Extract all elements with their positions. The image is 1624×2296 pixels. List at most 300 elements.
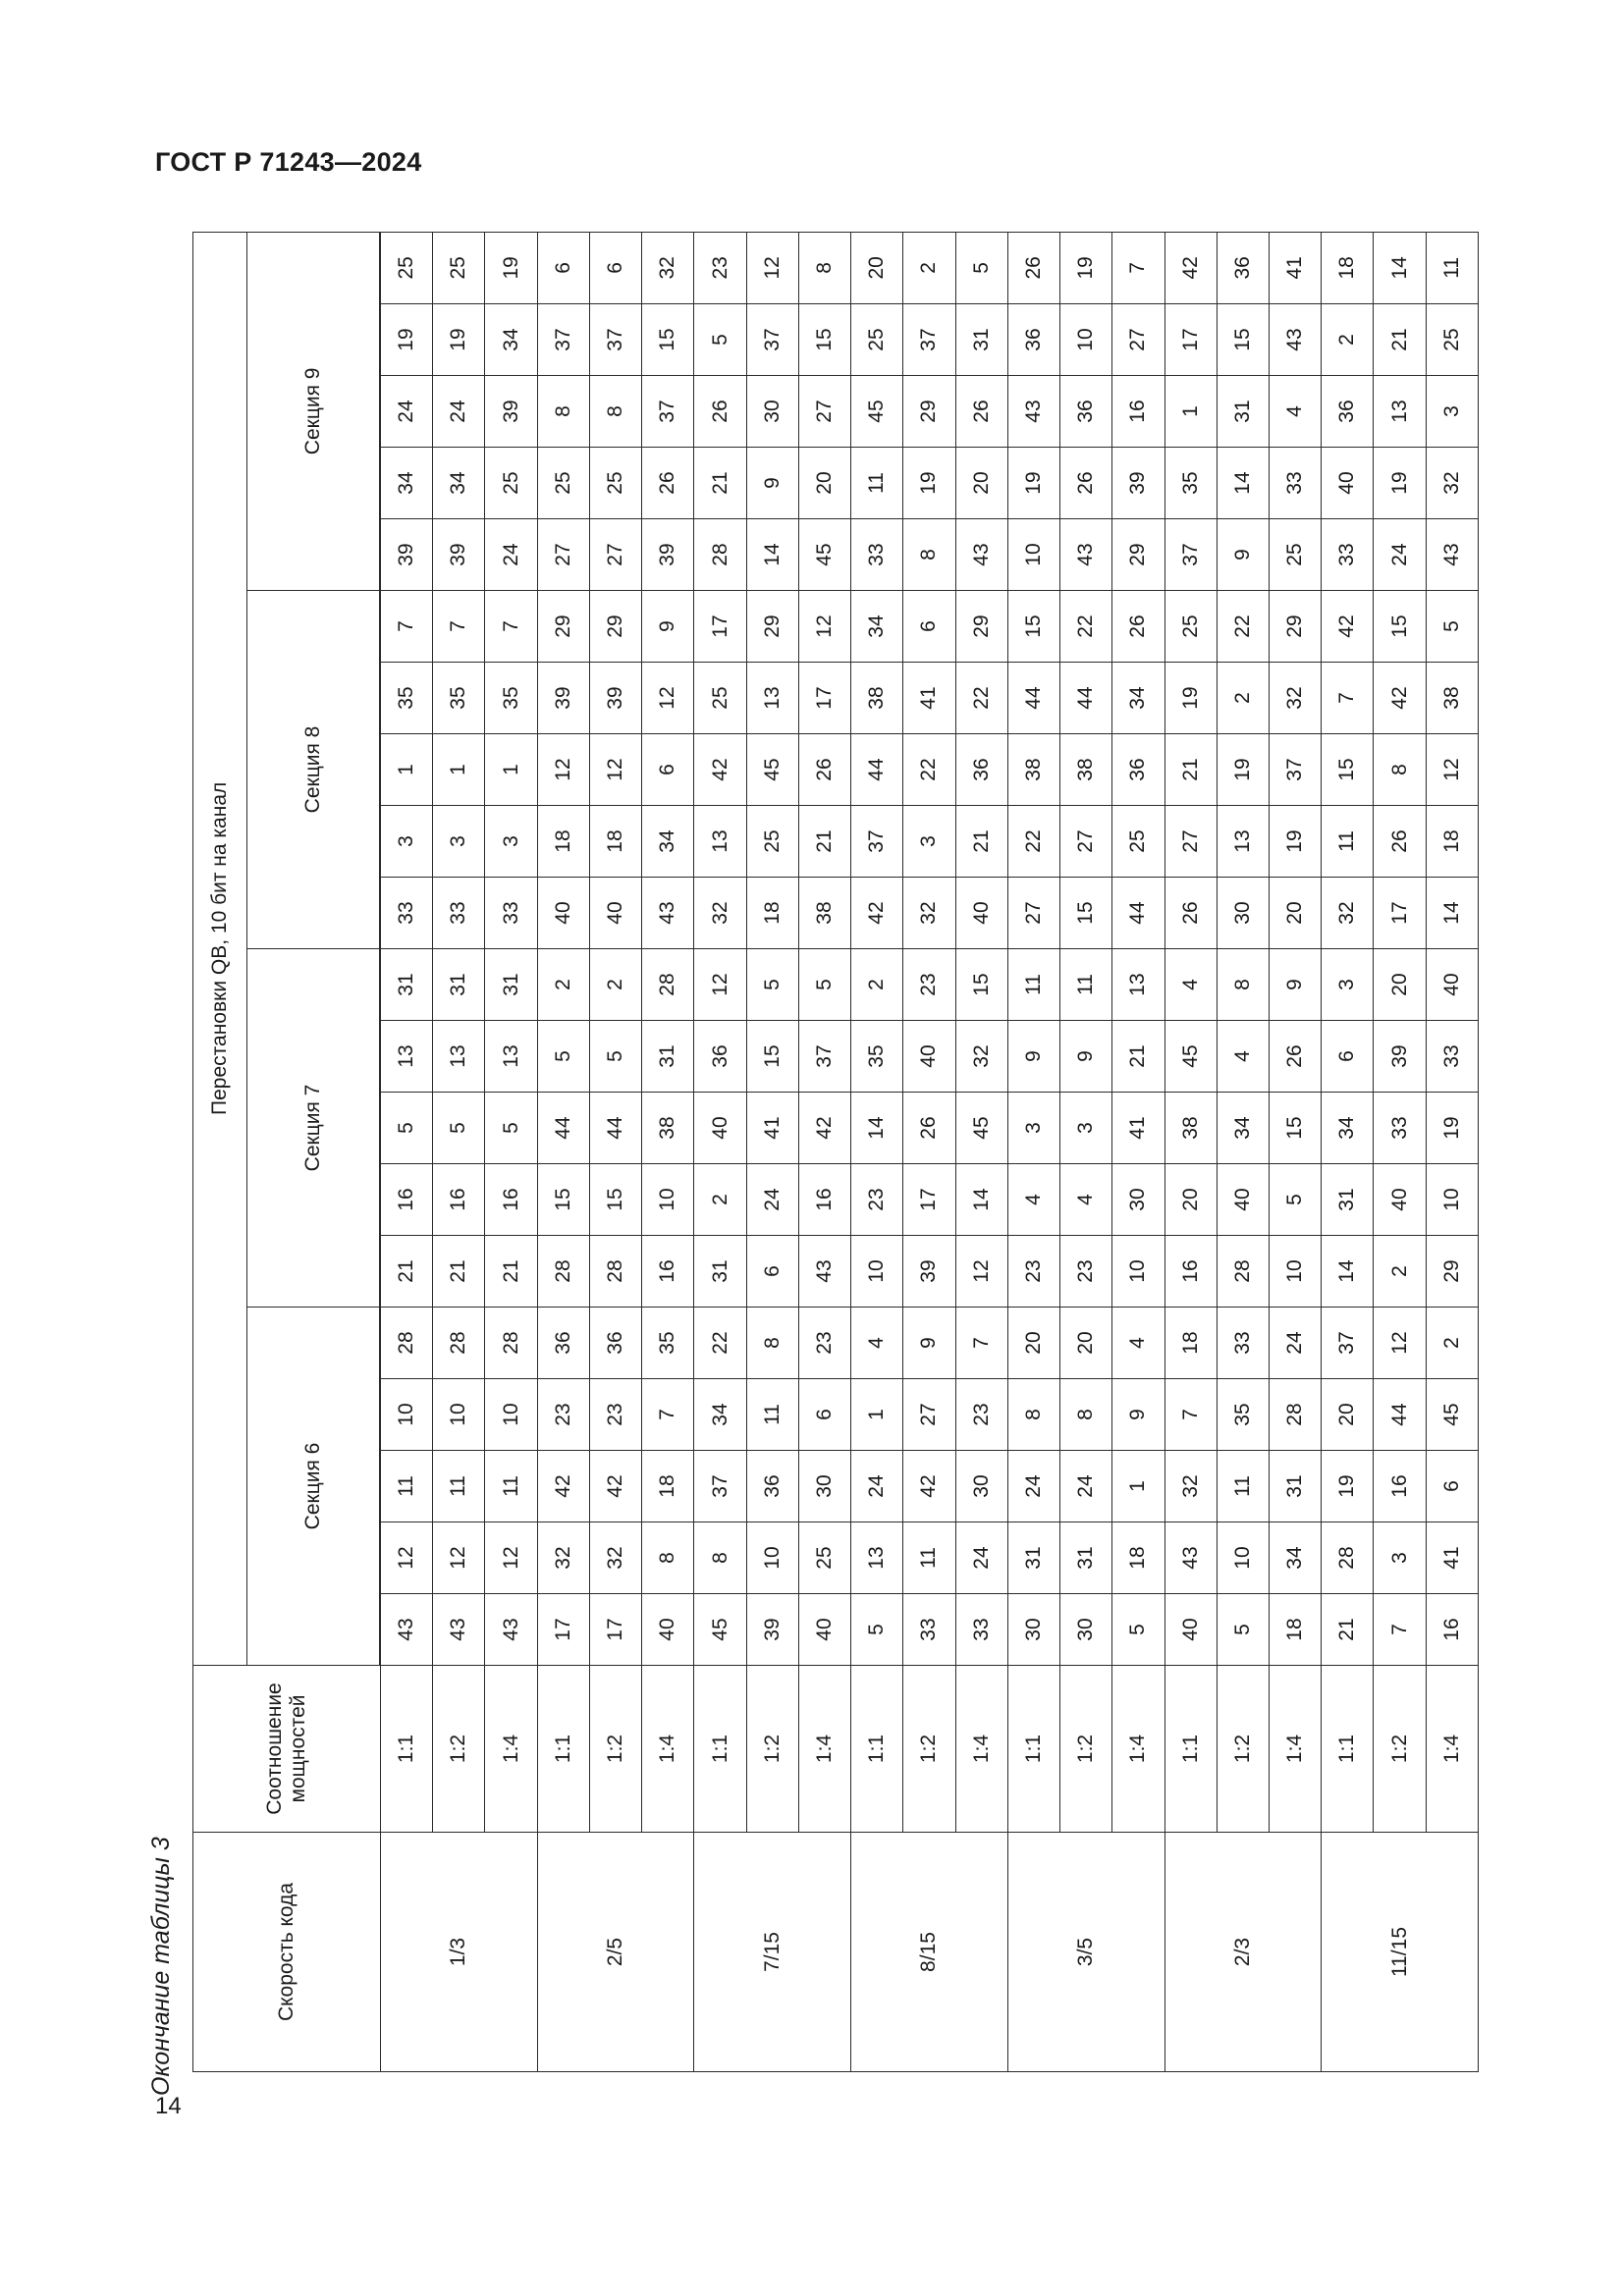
permutation-value-cell: 15 bbox=[798, 304, 850, 376]
permutation-value-cell: 28 bbox=[589, 1236, 641, 1308]
permutation-value-cell: 44 bbox=[1060, 663, 1112, 734]
table-row bbox=[746, 232, 798, 2071]
permutation-value-cell: 9 bbox=[1007, 1021, 1059, 1093]
permutation-value-cell: 20 bbox=[1269, 878, 1321, 949]
table-row bbox=[694, 232, 746, 2071]
permutation-value-cell: 33 bbox=[1322, 519, 1374, 591]
permutation-value-cell: 16 bbox=[642, 1236, 694, 1308]
permutation-value-cell: 19 bbox=[1426, 1093, 1478, 1164]
permutation-value-cell: 23 bbox=[1060, 1236, 1112, 1308]
permutation-value-cell: 43 bbox=[485, 1594, 537, 1666]
permutation-value-cell: 43 bbox=[381, 1594, 433, 1666]
permutation-value-cell: 34 bbox=[694, 1379, 746, 1451]
permutation-value-cell: 34 bbox=[1269, 1522, 1321, 1594]
table-row bbox=[1269, 232, 1321, 2071]
power-ratio-cell: 1:2 bbox=[433, 1666, 485, 1833]
permutation-value-cell: 38 bbox=[642, 1093, 694, 1164]
permutation-value-cell: 31 bbox=[1007, 1522, 1059, 1594]
permutation-value-cell: 3 bbox=[485, 806, 537, 878]
permutation-value-cell: 5 bbox=[589, 1021, 641, 1093]
permutation-value-cell: 15 bbox=[746, 1021, 798, 1093]
permutation-value-cell: 35 bbox=[381, 663, 433, 734]
permutation-value-cell: 3 bbox=[1007, 1093, 1059, 1164]
permutation-value-cell: 5 bbox=[746, 949, 798, 1021]
permutation-value-cell: 22 bbox=[694, 1308, 746, 1379]
permutation-value-cell: 25 bbox=[537, 448, 589, 519]
permutation-value-cell: 6 bbox=[903, 591, 955, 663]
permutation-value-cell: 17 bbox=[589, 1594, 641, 1666]
permutation-value-cell: 5 bbox=[1112, 1594, 1164, 1666]
permutation-value-cell: 25 bbox=[1164, 591, 1217, 663]
permutation-value-cell: 16 bbox=[1112, 376, 1164, 448]
power-ratio-cell: 1:1 bbox=[537, 1666, 589, 1833]
permutation-value-cell: 22 bbox=[1060, 591, 1112, 663]
permutation-value-cell: 27 bbox=[1112, 304, 1164, 376]
permutation-value-cell: 2 bbox=[589, 949, 641, 1021]
permutation-value-cell: 11 bbox=[433, 1451, 485, 1522]
power-ratio-cell: 1:4 bbox=[642, 1666, 694, 1833]
permutation-value-cell: 15 bbox=[642, 304, 694, 376]
permutation-value-cell: 31 bbox=[955, 304, 1007, 376]
permutation-value-cell: 43 bbox=[1164, 1522, 1217, 1594]
power-ratio-cell: 1:4 bbox=[1269, 1666, 1321, 1833]
permutation-value-cell: 45 bbox=[851, 376, 903, 448]
permutation-value-cell: 42 bbox=[903, 1451, 955, 1522]
permutation-value-cell: 44 bbox=[537, 1093, 589, 1164]
permutation-value-cell: 10 bbox=[1269, 1236, 1321, 1308]
table-row bbox=[485, 232, 537, 2071]
permutation-value-cell: 20 bbox=[1322, 1379, 1374, 1451]
permutation-value-cell: 23 bbox=[589, 1379, 641, 1451]
permutation-value-cell: 42 bbox=[589, 1451, 641, 1522]
permutation-value-cell: 37 bbox=[1322, 1308, 1374, 1379]
permutation-value-cell: 8 bbox=[537, 376, 589, 448]
permutation-value-cell: 44 bbox=[589, 1093, 641, 1164]
permutation-value-cell: 40 bbox=[1217, 1164, 1269, 1236]
permutation-value-cell: 35 bbox=[433, 663, 485, 734]
permutation-value-cell: 19 bbox=[1217, 734, 1269, 806]
permutation-value-cell: 36 bbox=[589, 1308, 641, 1379]
permutation-value-cell: 42 bbox=[1164, 232, 1217, 303]
permutation-value-cell: 20 bbox=[798, 448, 850, 519]
permutation-value-cell: 8 bbox=[798, 232, 850, 303]
permutation-value-cell: 40 bbox=[1322, 448, 1374, 519]
permutation-value-cell: 2 bbox=[1217, 663, 1269, 734]
permutation-value-cell: 27 bbox=[537, 519, 589, 591]
permutation-value-cell: 23 bbox=[798, 1308, 850, 1379]
permutation-value-cell: 5 bbox=[694, 304, 746, 376]
permutation-value-cell: 8 bbox=[1374, 734, 1426, 806]
header-section-7: Секция 7 bbox=[247, 949, 380, 1308]
permutation-value-cell: 5 bbox=[433, 1093, 485, 1164]
permutation-value-cell: 15 bbox=[1269, 1093, 1321, 1164]
permutation-value-cell: 39 bbox=[903, 1236, 955, 1308]
permutation-value-cell: 11 bbox=[746, 1379, 798, 1451]
document-header: ГОСТ Р 71243—2024 bbox=[155, 147, 422, 177]
permutation-value-cell: 25 bbox=[433, 232, 485, 303]
permutation-value-cell: 37 bbox=[1164, 519, 1217, 591]
permutation-value-cell: 20 bbox=[1374, 949, 1426, 1021]
permutation-value-cell: 10 bbox=[1060, 304, 1112, 376]
permutation-value-cell: 36 bbox=[1007, 304, 1059, 376]
table-body bbox=[381, 232, 1479, 2071]
permutation-value-cell: 26 bbox=[955, 376, 1007, 448]
permutation-value-cell: 36 bbox=[694, 1021, 746, 1093]
permutation-value-cell: 4 bbox=[1060, 1164, 1112, 1236]
permutation-value-cell: 17 bbox=[1164, 304, 1217, 376]
permutation-value-cell: 38 bbox=[1007, 734, 1059, 806]
permutation-value-cell: 37 bbox=[537, 304, 589, 376]
permutation-value-cell: 7 bbox=[955, 1308, 1007, 1379]
permutation-value-cell: 3 bbox=[1374, 1522, 1426, 1594]
table-row bbox=[1164, 232, 1217, 2071]
permutation-value-cell: 13 bbox=[1217, 806, 1269, 878]
permutation-value-cell: 12 bbox=[537, 734, 589, 806]
permutation-value-cell: 18 bbox=[1164, 1308, 1217, 1379]
permutation-value-cell: 40 bbox=[903, 1021, 955, 1093]
permutation-value-cell: 30 bbox=[1060, 1594, 1112, 1666]
table-row bbox=[1426, 232, 1478, 2071]
code-rate-cell: 2/3 bbox=[1164, 1833, 1322, 2072]
permutation-value-cell: 43 bbox=[1269, 304, 1321, 376]
permutation-value-cell: 5 bbox=[537, 1021, 589, 1093]
permutation-value-cell: 44 bbox=[851, 734, 903, 806]
permutation-value-cell: 16 bbox=[798, 1164, 850, 1236]
permutation-value-cell: 11 bbox=[485, 1451, 537, 1522]
permutation-value-cell: 11 bbox=[1322, 806, 1374, 878]
permutation-value-cell: 29 bbox=[903, 376, 955, 448]
permutation-value-cell: 25 bbox=[851, 304, 903, 376]
permutation-value-cell: 2 bbox=[1426, 1308, 1478, 1379]
permutation-value-cell: 3 bbox=[1060, 1093, 1112, 1164]
header-section-8: Секция 8 bbox=[247, 591, 380, 949]
permutation-value-cell: 43 bbox=[433, 1594, 485, 1666]
permutation-value-cell: 15 bbox=[955, 949, 1007, 1021]
permutation-value-cell: 33 bbox=[485, 878, 537, 949]
permutation-value-cell: 28 bbox=[1322, 1522, 1374, 1594]
permutation-value-cell: 13 bbox=[485, 1021, 537, 1093]
permutation-value-cell: 17 bbox=[798, 663, 850, 734]
permutation-value-cell: 45 bbox=[746, 734, 798, 806]
permutation-value-cell: 17 bbox=[694, 591, 746, 663]
permutation-value-cell: 12 bbox=[955, 1236, 1007, 1308]
permutation-value-cell: 7 bbox=[1374, 1594, 1426, 1666]
permutation-value-cell: 11 bbox=[851, 448, 903, 519]
permutation-value-cell: 32 bbox=[1269, 663, 1321, 734]
permutation-value-cell: 14 bbox=[1322, 1236, 1374, 1308]
table-row bbox=[851, 232, 903, 2071]
permutation-value-cell: 29 bbox=[955, 591, 1007, 663]
permutation-value-cell: 36 bbox=[955, 734, 1007, 806]
permutation-value-cell: 19 bbox=[1164, 663, 1217, 734]
permutation-value-cell: 13 bbox=[381, 1021, 433, 1093]
permutation-value-cell: 2 bbox=[1322, 304, 1374, 376]
table-row bbox=[589, 232, 641, 2071]
permutation-value-cell: 20 bbox=[851, 232, 903, 303]
permutation-value-cell: 12 bbox=[589, 734, 641, 806]
permutation-value-cell: 16 bbox=[1164, 1236, 1217, 1308]
permutation-value-cell: 28 bbox=[433, 1308, 485, 1379]
table-row bbox=[1374, 232, 1426, 2071]
permutation-value-cell: 34 bbox=[1322, 1093, 1374, 1164]
permutation-value-cell: 44 bbox=[1007, 663, 1059, 734]
power-ratio-cell: 1:1 bbox=[694, 1666, 746, 1833]
permutation-value-cell: 20 bbox=[955, 448, 1007, 519]
permutation-value-cell: 5 bbox=[485, 1093, 537, 1164]
permutation-value-cell: 16 bbox=[433, 1164, 485, 1236]
permutation-value-cell: 10 bbox=[746, 1522, 798, 1594]
permutation-value-cell: 42 bbox=[694, 734, 746, 806]
permutation-value-cell: 19 bbox=[1374, 448, 1426, 519]
table-row bbox=[798, 232, 850, 2071]
permutation-value-cell: 32 bbox=[1426, 448, 1478, 519]
permutation-value-cell: 6 bbox=[589, 232, 641, 303]
table-row bbox=[642, 232, 694, 2071]
permutation-value-cell: 21 bbox=[485, 1236, 537, 1308]
permutation-value-cell: 40 bbox=[1164, 1594, 1217, 1666]
permutation-value-cell: 45 bbox=[1426, 1379, 1478, 1451]
permutation-value-cell: 14 bbox=[1426, 878, 1478, 949]
permutation-table bbox=[192, 232, 1479, 2072]
permutation-value-cell: 5 bbox=[1426, 591, 1478, 663]
permutation-value-cell: 27 bbox=[1060, 806, 1112, 878]
header-section-6: Секция 6 bbox=[247, 1308, 380, 1666]
permutation-value-cell: 17 bbox=[1374, 878, 1426, 949]
permutation-value-cell: 29 bbox=[1112, 519, 1164, 591]
permutation-value-cell: 31 bbox=[1217, 376, 1269, 448]
permutation-value-cell: 26 bbox=[903, 1093, 955, 1164]
permutation-value-cell: 16 bbox=[1374, 1451, 1426, 1522]
permutation-value-cell: 40 bbox=[1374, 1164, 1426, 1236]
permutation-value-cell: 9 bbox=[746, 448, 798, 519]
permutation-value-cell: 10 bbox=[642, 1164, 694, 1236]
permutation-value-cell: 14 bbox=[1217, 448, 1269, 519]
table-row bbox=[537, 232, 589, 2071]
permutation-value-cell: 36 bbox=[1217, 232, 1269, 303]
permutation-value-cell: 35 bbox=[485, 663, 537, 734]
permutation-value-cell: 20 bbox=[1060, 1308, 1112, 1379]
code-rate-cell: 8/15 bbox=[851, 1833, 1008, 2072]
permutation-value-cell: 6 bbox=[1426, 1451, 1478, 1522]
permutation-value-cell: 7 bbox=[1164, 1379, 1217, 1451]
permutation-value-cell: 1 bbox=[485, 734, 537, 806]
permutation-value-cell: 17 bbox=[537, 1594, 589, 1666]
permutation-value-cell: 34 bbox=[485, 304, 537, 376]
permutation-value-cell: 40 bbox=[589, 878, 641, 949]
code-rate-cell: 11/15 bbox=[1322, 1833, 1479, 2072]
permutation-value-cell: 42 bbox=[798, 1093, 850, 1164]
permutation-value-cell: 24 bbox=[1060, 1451, 1112, 1522]
permutation-value-cell: 43 bbox=[955, 519, 1007, 591]
power-ratio-cell: 1:4 bbox=[1426, 1666, 1478, 1833]
permutation-value-cell: 21 bbox=[381, 1236, 433, 1308]
permutation-value-cell: 37 bbox=[642, 376, 694, 448]
permutation-value-cell: 25 bbox=[1426, 304, 1478, 376]
permutation-value-cell: 16 bbox=[485, 1164, 537, 1236]
permutation-value-cell: 28 bbox=[537, 1236, 589, 1308]
permutation-value-cell: 18 bbox=[642, 1451, 694, 1522]
permutation-value-cell: 29 bbox=[1426, 1236, 1478, 1308]
permutation-value-cell: 9 bbox=[903, 1308, 955, 1379]
permutation-value-cell: 15 bbox=[1322, 734, 1374, 806]
permutation-value-cell: 38 bbox=[1164, 1093, 1217, 1164]
permutation-value-cell: 26 bbox=[642, 448, 694, 519]
power-ratio-cell: 1:2 bbox=[1060, 1666, 1112, 1833]
table-caption bbox=[147, 1837, 176, 2096]
permutation-value-cell: 15 bbox=[589, 1164, 641, 1236]
permutation-value-cell: 14 bbox=[746, 519, 798, 591]
permutation-value-cell: 21 bbox=[1374, 304, 1426, 376]
permutation-value-cell: 14 bbox=[851, 1093, 903, 1164]
permutation-value-cell: 21 bbox=[694, 448, 746, 519]
permutation-value-cell: 23 bbox=[903, 949, 955, 1021]
permutation-value-cell: 33 bbox=[851, 519, 903, 591]
permutation-value-cell: 31 bbox=[1060, 1522, 1112, 1594]
power-ratio-cell: 1:1 bbox=[1164, 1666, 1217, 1833]
permutation-value-cell: 1 bbox=[433, 734, 485, 806]
permutation-value-cell: 24 bbox=[1374, 519, 1426, 591]
permutation-value-cell: 32 bbox=[1322, 878, 1374, 949]
permutation-value-cell: 12 bbox=[694, 949, 746, 1021]
permutation-value-cell: 29 bbox=[589, 591, 641, 663]
permutation-value-cell: 37 bbox=[798, 1021, 850, 1093]
permutation-value-cell: 45 bbox=[955, 1093, 1007, 1164]
permutation-value-cell: 23 bbox=[955, 1379, 1007, 1451]
permutation-value-cell: 26 bbox=[1060, 448, 1112, 519]
header-permutations: Перестановки QB, 10 бит на канал bbox=[193, 232, 247, 1665]
permutation-value-cell: 13 bbox=[694, 806, 746, 878]
permutation-value-cell: 8 bbox=[1217, 949, 1269, 1021]
permutation-value-cell: 25 bbox=[1269, 519, 1321, 591]
permutation-value-cell: 18 bbox=[1322, 232, 1374, 303]
permutation-value-cell: 7 bbox=[381, 591, 433, 663]
permutation-value-cell: 31 bbox=[694, 1236, 746, 1308]
permutation-value-cell: 6 bbox=[798, 1379, 850, 1451]
permutation-value-cell: 30 bbox=[1112, 1164, 1164, 1236]
power-ratio-cell: 1:2 bbox=[1374, 1666, 1426, 1833]
permutation-value-cell: 19 bbox=[381, 304, 433, 376]
permutation-value-cell: 6 bbox=[537, 232, 589, 303]
permutation-value-cell: 34 bbox=[433, 448, 485, 519]
permutation-value-cell: 42 bbox=[1374, 663, 1426, 734]
permutation-value-cell: 25 bbox=[746, 806, 798, 878]
permutation-value-cell: 39 bbox=[537, 663, 589, 734]
permutation-value-cell: 9 bbox=[1112, 1379, 1164, 1451]
permutation-value-cell: 39 bbox=[381, 519, 433, 591]
permutation-value-cell: 26 bbox=[1164, 878, 1217, 949]
permutation-value-cell: 12 bbox=[746, 232, 798, 303]
permutation-value-cell: 8 bbox=[694, 1522, 746, 1594]
permutation-value-cell: 8 bbox=[589, 376, 641, 448]
permutation-value-cell: 5 bbox=[851, 1594, 903, 1666]
permutation-value-cell: 31 bbox=[1322, 1164, 1374, 1236]
permutation-value-cell: 9 bbox=[1060, 1021, 1112, 1093]
permutation-value-cell: 16 bbox=[381, 1164, 433, 1236]
permutation-value-cell: 9 bbox=[642, 591, 694, 663]
permutation-value-cell: 19 bbox=[1322, 1451, 1374, 1522]
permutation-value-cell: 5 bbox=[955, 232, 1007, 303]
permutation-value-cell: 27 bbox=[903, 1379, 955, 1451]
table-row bbox=[903, 232, 955, 2071]
permutation-value-cell: 10 bbox=[1112, 1236, 1164, 1308]
permutation-value-cell: 41 bbox=[1112, 1093, 1164, 1164]
permutation-value-cell: 24 bbox=[1269, 1308, 1321, 1379]
permutation-value-cell: 33 bbox=[1269, 448, 1321, 519]
permutation-value-cell: 4 bbox=[851, 1308, 903, 1379]
permutation-value-cell: 45 bbox=[798, 519, 850, 591]
permutation-value-cell: 8 bbox=[903, 519, 955, 591]
permutation-value-cell: 35 bbox=[1217, 1379, 1269, 1451]
permutation-value-cell: 9 bbox=[1217, 519, 1269, 591]
permutation-value-cell: 31 bbox=[381, 949, 433, 1021]
permutation-value-cell: 14 bbox=[1374, 232, 1426, 303]
permutation-value-cell: 45 bbox=[694, 1594, 746, 1666]
permutation-value-cell: 30 bbox=[1217, 878, 1269, 949]
table-row bbox=[955, 232, 1007, 2071]
permutation-value-cell: 25 bbox=[798, 1522, 850, 1594]
table-row bbox=[1007, 232, 1059, 2071]
permutation-value-cell: 17 bbox=[903, 1164, 955, 1236]
permutation-value-cell: 21 bbox=[1322, 1594, 1374, 1666]
permutation-value-cell: 38 bbox=[1060, 734, 1112, 806]
permutation-value-cell: 32 bbox=[642, 232, 694, 303]
permutation-value-cell: 6 bbox=[1322, 1021, 1374, 1093]
permutation-value-cell: 34 bbox=[1112, 663, 1164, 734]
permutation-value-cell: 44 bbox=[1374, 1379, 1426, 1451]
permutation-value-cell: 39 bbox=[589, 663, 641, 734]
permutation-value-cell: 34 bbox=[642, 806, 694, 878]
permutation-value-cell: 33 bbox=[955, 1594, 1007, 1666]
permutation-value-cell: 1 bbox=[381, 734, 433, 806]
permutation-value-cell: 13 bbox=[851, 1522, 903, 1594]
permutation-value-cell: 33 bbox=[1426, 1021, 1478, 1093]
table-container bbox=[192, 233, 1479, 2072]
permutation-value-cell: 26 bbox=[694, 376, 746, 448]
permutation-value-cell: 35 bbox=[642, 1308, 694, 1379]
table-row bbox=[381, 232, 433, 2071]
permutation-value-cell: 41 bbox=[1269, 232, 1321, 303]
permutation-value-cell: 6 bbox=[746, 1236, 798, 1308]
permutation-value-cell: 37 bbox=[746, 304, 798, 376]
header-code-rate: Скорость кода bbox=[193, 1833, 381, 2072]
permutation-value-cell: 27 bbox=[589, 519, 641, 591]
permutation-value-cell: 25 bbox=[485, 448, 537, 519]
permutation-value-cell: 3 bbox=[433, 806, 485, 878]
permutation-value-cell: 29 bbox=[1269, 591, 1321, 663]
permutation-value-cell: 41 bbox=[903, 663, 955, 734]
permutation-value-cell: 2 bbox=[694, 1164, 746, 1236]
permutation-value-cell: 31 bbox=[433, 949, 485, 1021]
permutation-value-cell: 38 bbox=[798, 878, 850, 949]
permutation-value-cell: 29 bbox=[746, 591, 798, 663]
permutation-value-cell: 30 bbox=[746, 376, 798, 448]
permutation-value-cell: 42 bbox=[1322, 591, 1374, 663]
permutation-value-cell: 39 bbox=[1112, 448, 1164, 519]
permutation-value-cell: 26 bbox=[798, 734, 850, 806]
permutation-value-cell: 20 bbox=[1164, 1164, 1217, 1236]
permutation-value-cell: 24 bbox=[955, 1522, 1007, 1594]
table-row bbox=[1112, 232, 1164, 2071]
permutation-value-cell: 6 bbox=[642, 734, 694, 806]
permutation-value-cell: 3 bbox=[381, 806, 433, 878]
permutation-value-cell: 5 bbox=[798, 949, 850, 1021]
header-power-ratio: Соотношение мощностей bbox=[193, 1666, 381, 1833]
permutation-value-cell: 20 bbox=[1007, 1308, 1059, 1379]
permutation-value-cell: 24 bbox=[851, 1451, 903, 1522]
permutation-value-cell: 2 bbox=[537, 949, 589, 1021]
permutation-value-cell: 28 bbox=[694, 519, 746, 591]
permutation-value-cell: 33 bbox=[381, 878, 433, 949]
